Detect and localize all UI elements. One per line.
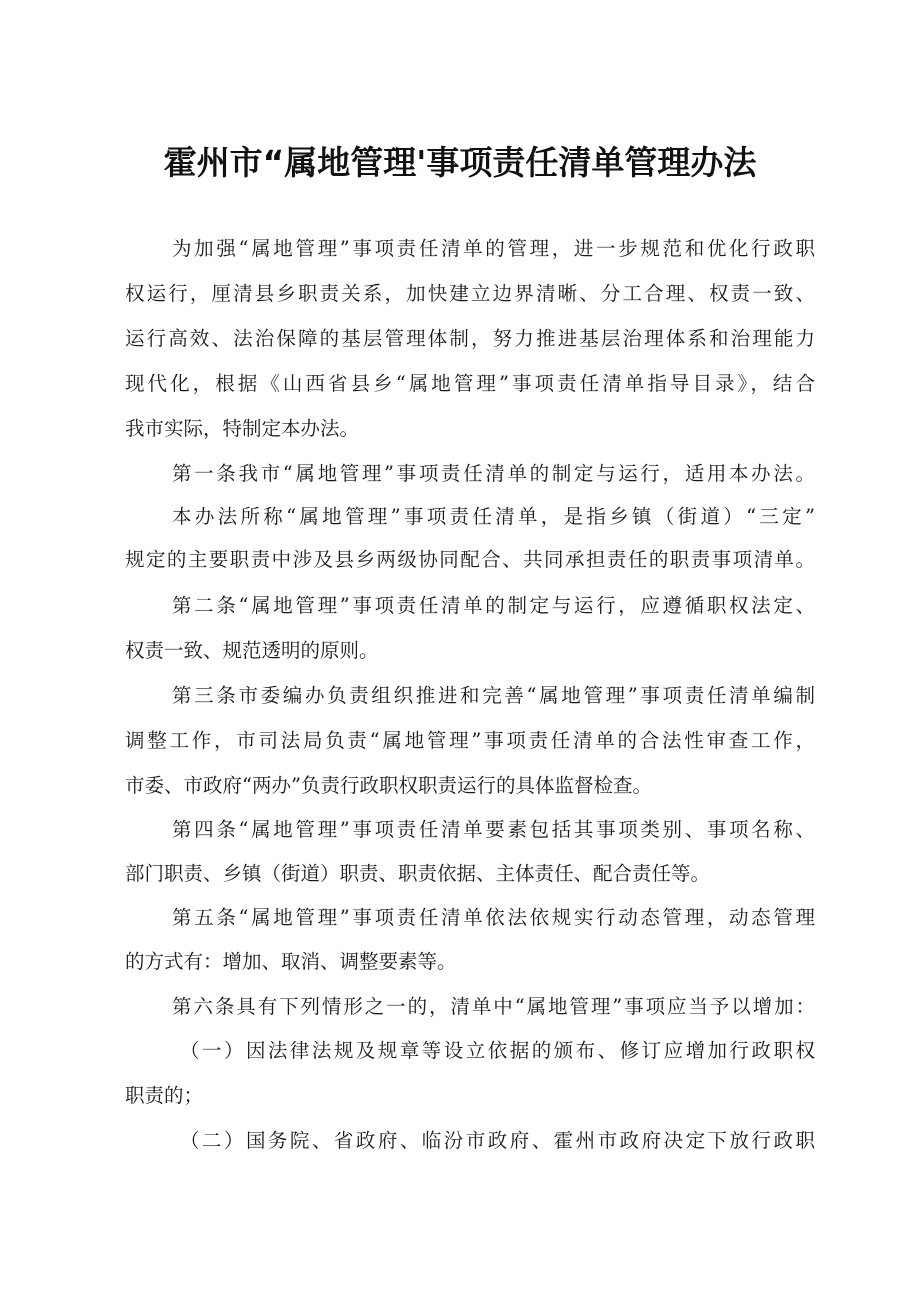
text-line: 规定的主要职责中涉及县乡两级协同配合、共同承担责任的职责事项清单。 <box>125 548 815 571</box>
text-line: 第一条我市“属地管理”事项责任清单的制定与运行，适用本办法。 <box>172 462 815 485</box>
text-line: 我市实际，特制定本办法。 <box>125 417 360 440</box>
text-line: 运行高效、法治保障的基层管理体制，努力推进基层治理体系和治理能力 <box>125 327 815 350</box>
text-line: 职责的； <box>125 1084 204 1107</box>
text-line: 权责一致、规范透明的原则。 <box>125 639 379 662</box>
text-line: 第二条“属地管理”事项责任清单的制定与运行，应遵循职权法定、 <box>172 594 815 617</box>
text-line: 第四条“属地管理”事项责任清单要素包括其事项类别、事项名称、 <box>172 818 815 841</box>
page-title: 霍州市“属地管理'事项责任清单管理办法 <box>163 143 757 182</box>
text-line: 本办法所称“属地管理”事项责任清单，是指乡镇（街道）“三定” <box>172 505 815 528</box>
text-line: 部门职责、乡镇（街道）职责、职责依据、主体责任、配合责任等。 <box>125 862 711 885</box>
text-line: （一）因法律法规及规章等设立依据的颁布、修订应增加行政职权 <box>180 1039 815 1062</box>
text-line: 调整工作，市司法局负责“属地管理”事项责任清单的合法性审查工作， <box>125 729 815 752</box>
text-line: 第三条市委编办负责组织推进和完善“属地管理”事项责任清单编制 <box>172 684 815 707</box>
text-line: 的方式有：增加、取消、调整要素等。 <box>125 950 457 973</box>
text-line: 第六条具有下列情形之一的，清单中“属地管理”事项应当予以增加： <box>172 995 815 1018</box>
text-line: （二）国务院、省政府、临汾市政府、霍州市政府决定下放行政职 <box>180 1129 815 1152</box>
text-line: 第五条“属地管理”事项责任清单依法依规实行动态管理，动态管理 <box>172 906 815 929</box>
text-line: 为加强“属地管理”事项责任清单的管理，进一步规范和优化行政职 <box>172 237 815 260</box>
text-line: 市委、市政府“两办”负责行政职权职责运行的具体监督检查。 <box>125 774 652 797</box>
text-line: 权运行，厘清县乡职责关系，加快建立边界清晰、分工合理、权责一致、 <box>125 282 815 305</box>
text-line: 现代化，根据《山西省县乡“属地管理”事项责任清单指导目录》，结合 <box>125 372 815 395</box>
